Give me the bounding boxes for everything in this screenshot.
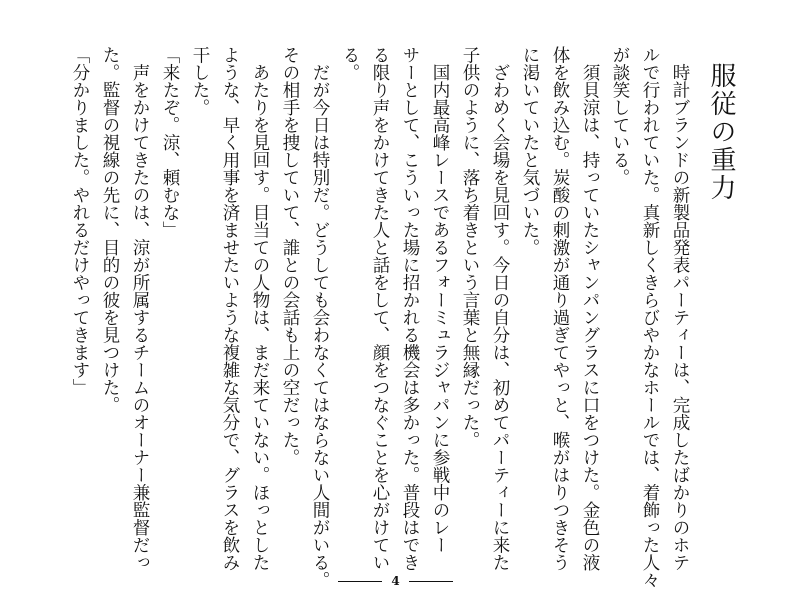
text-line: 時計ブランドの新製品発表パーティーは、完成したばかりのホテ	[670, 46, 690, 571]
page-number: 4	[391, 574, 400, 588]
text-line: た。監督の視線の先に、目的の彼を見つけた。	[100, 46, 120, 414]
footer-rule-right	[409, 581, 453, 582]
text-line: 「分かりました。やれるだけやってきます」	[70, 46, 90, 396]
text-line: 体を飲み込む。炭酸の刺激が通り過ぎてやっと、喉がはりつきそう	[550, 46, 570, 571]
text-line: ざわめく会場を見回す。今日の自分は、初めてパーティーに来た	[490, 46, 510, 571]
text-line: る限り声をかけてきた人と話をして、顔をつなぐことを心がけてい	[370, 46, 390, 571]
text-line: が談笑している。	[610, 46, 630, 186]
text-line: あたりを見回す。目当ての人物は、まだ来ていない。ほっとした	[250, 46, 270, 571]
text-line: だが今日は特別だ。どうしても会わなくてはならない人間がいる。	[310, 46, 330, 589]
text-line: に渇いていたと気づいた。	[520, 46, 540, 256]
footer-rule-left	[338, 581, 382, 582]
text-line: 「来たぞ。涼、頼むな」	[160, 46, 180, 239]
text-line: 国内最高峰レースであるフォーミュラジャパンに参戦中のレー	[430, 46, 450, 554]
body-text	[65, 46, 695, 589]
text-line: る。	[340, 46, 360, 81]
text-line: 声をかけてきたのは、涼が所属するチームのオーナー兼監督だっ	[130, 46, 150, 571]
text-line: 子供のように、落ち着きという言葉と無縁だった。	[460, 46, 480, 449]
text-line: 干した。	[190, 46, 210, 116]
chapter-title: 服従の重力	[706, 62, 736, 202]
text-line: ような、早く用事を済ませたいような複雑な気分で、グラスを飲み	[220, 46, 240, 571]
text-line: サーとして、こういった場に招かれる機会は多かった。普段はでき	[400, 46, 420, 571]
text-line: ルで行われていた。真新しくきらびやかなホールでは、着飾った人々	[640, 46, 660, 589]
text-line: その相手を捜していて、誰との会話も上の空だった。	[280, 46, 300, 466]
text-line: 須貝涼は、持っていたシャンパングラスに口をつけた。金色の液	[580, 46, 600, 571]
page-footer	[0, 574, 791, 588]
